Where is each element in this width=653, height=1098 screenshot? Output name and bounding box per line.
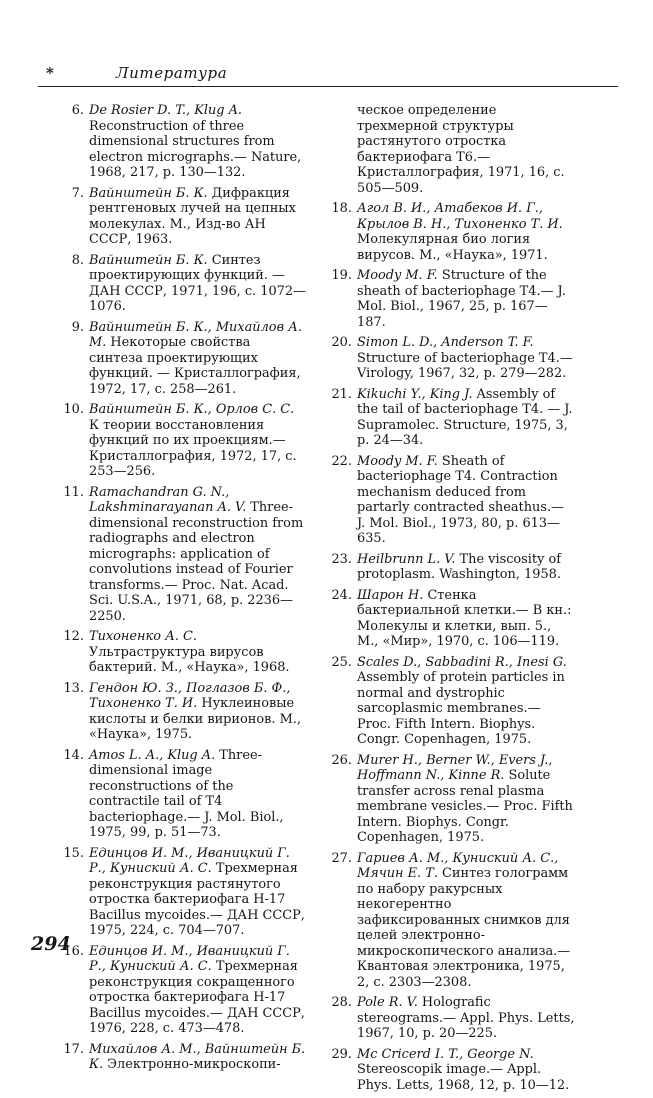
reference-authors: Гендон Ю. З., Поглазов Б. Ф., Тихоненко Т. И.	[89, 680, 291, 711]
reference-number: 13.	[63, 680, 84, 696]
reference-entry	[326, 201, 576, 263]
reference-entry	[58, 253, 308, 315]
reference-text: К теории восстановления функций по их проекциям.— Кристаллография, 1972, 17, с. 253—256.	[89, 417, 297, 479]
reference-entry	[58, 320, 308, 398]
header-rule	[38, 86, 618, 87]
reference-number: 23.	[331, 551, 352, 567]
reference-text: Structure of the sheath of bacteriophage T4.— J. Mol. Biol., 1967, 25, p. 167—187.	[357, 268, 566, 330]
reference-authors: Mc Cricerd I. T., George N.	[357, 1046, 534, 1062]
reference-text: The viscosity of protoplasm. Washington, 1958.	[357, 551, 562, 582]
reference-authors: Kikuchi Y., King J.	[357, 386, 473, 402]
reference-authors: Вайнштейн Б. К., Михайлов А. М.	[89, 319, 303, 350]
reference-entry	[58, 681, 308, 743]
reference-text: Синтез голограмм по набору ракурсных некогерентно зафиксированных снимков для целей электронно-микроскопического анализа.— Квантовая электроника, 1975, 2, с. 2303—2308.	[357, 866, 571, 990]
reference-number: 12.	[63, 629, 84, 644]
reference-number: 17.	[63, 1041, 84, 1057]
reference-authors: Вайнштейн Б. К., Орлов С. С.	[89, 402, 295, 417]
reference-number: 18.	[331, 201, 352, 216]
reference-text: Stereoscopik image.— Appl. Phys. Letts, 1968, 12, p. 10—12.	[357, 1062, 570, 1093]
reference-entry	[326, 552, 576, 583]
reference-entry	[58, 1042, 308, 1073]
reference-entry	[326, 454, 576, 547]
reference-text: Assembly of the tail of bacteriophage T4. — J. Supramolec. Structure, 1975, 3, p. 24—34.	[357, 386, 573, 448]
reference-number: 29.	[331, 1046, 352, 1062]
reference-number: 11.	[63, 484, 84, 500]
reference-number: 20.	[331, 335, 352, 350]
reference-number: 19.	[331, 268, 352, 283]
page-number: 294	[31, 933, 71, 955]
reference-text: Синтез проектирующих функций. — ДАН СССР, 1971, 196, с. 1072—1076.	[89, 252, 306, 314]
reference-text: Solute transfer across renal plasma membrane vesicles.— Proc. Fifth Intern. Biophys. Congr. Copenhagen, 1975.	[357, 768, 573, 845]
reference-entry	[58, 944, 308, 1037]
reference-entry	[326, 851, 576, 991]
reference-entry	[326, 588, 576, 650]
reference-text: Assembly of protein particles in normal and dystrophic sarcoplasmic membranes.— Proc. Fifth Intern. Biophys. Congr. Copenhagen, 1975.	[357, 670, 565, 747]
reference-number: 27.	[331, 850, 352, 866]
reference-number: 24.	[331, 587, 352, 603]
reference-number: 8.	[71, 252, 84, 268]
reference-text: Трехмерная реконструкция растянутого отростка бактериофага Н-17 Bacillus mycoides.— ДАН СССР, 1975, 224, с. 704—707.	[89, 861, 305, 938]
left-column	[58, 103, 308, 1078]
reference-entry	[58, 629, 308, 676]
reference-authors: Агол В. И., Атабеков И. Г., Крылов В. Н., Тихоненко Т. И.	[357, 201, 563, 232]
reference-text: Three-dimensional reconstruction from radiographs and electron micrographs: application of convolutions instead of Fourier transforms.— Proc. Nat. Acad. Sci. U.S.A., 1971, 68, p. 2236—2250.	[89, 500, 304, 624]
reference-entry	[326, 1047, 576, 1094]
reference-text: Нуклеиновые кислоты и белки вирионов. М., «Наука», 1975.	[89, 696, 301, 742]
reference-text: Трехмерная реконструкция сокращенного отростка бактериофага Н-17 Bacillus mycoides.— ДАН СССР, 1976, 228, с. 473—478.	[89, 959, 305, 1036]
reference-number: 22.	[331, 453, 352, 469]
reference-authors: Moody M. F.	[357, 268, 438, 283]
reference-text: Structure of bacteriophage T4.— Virology, 1967, 32, p. 279—282.	[357, 350, 573, 381]
reference-number: 26.	[331, 752, 352, 768]
reference-authors: Pole R. V.	[357, 995, 418, 1010]
reference-entry	[326, 268, 576, 330]
reference-entry	[58, 485, 308, 625]
header-marker: *	[46, 64, 54, 82]
reference-text: Reconstruction of three dimensional structures from electron micrographs.— Nature, 1968, 217, p. 130—132.	[89, 118, 302, 180]
reference-text: Three-dimensional image reconstructions of the contractile tail of T4 bacteriophage.— J. Mol. Biol., 1975, 99, p. 51—73.	[89, 747, 284, 840]
reference-number: 10.	[63, 402, 84, 417]
reference-number: 15.	[63, 845, 84, 861]
page-header	[38, 64, 618, 86]
reference-number: 25.	[331, 654, 352, 670]
reference-number: 14.	[63, 747, 84, 763]
reference-entry	[58, 103, 308, 181]
reference-number: 6.	[71, 103, 84, 118]
reference-authors: Единцов И. М., Иваницкий Г. Р., Куниский А. С.	[89, 845, 290, 876]
reference-text: Электронно-микроскопи-	[103, 1057, 281, 1072]
reference-authors: Moody M. F.	[357, 453, 438, 469]
reference-number: 28.	[331, 995, 352, 1010]
reference-authors: Тихоненко А. С.	[89, 629, 198, 644]
reference-entry	[58, 186, 308, 248]
reference-authors: Murer H., Berner W., Evers J., Hoffmann N., Kinne R.	[357, 752, 553, 783]
reference-number: 7.	[71, 185, 84, 201]
reference-authors: Шарон Н.	[357, 587, 424, 603]
reference-entry	[58, 846, 308, 939]
reference-authors: Единцов И. М., Иваницкий Г. Р., Куниский А. С.	[89, 943, 290, 974]
reference-entry	[326, 335, 576, 382]
right-column	[326, 103, 576, 1098]
reference-entry	[326, 995, 576, 1042]
reference-authors: Вайнштейн Б. К.	[89, 252, 208, 268]
reference-entry	[58, 402, 308, 480]
reference-authors: Вайнштейн Б. К.	[89, 185, 208, 201]
reference-authors: Михайлов А. М., Вайнштейн Б. К.	[89, 1041, 306, 1072]
reference-text: ческое определение трехмерной структуры растянутого отростка бактериофага Т6.— Кристаллография, 1971, 16, с. 505—509.	[357, 103, 565, 196]
reference-number: 16.	[63, 943, 84, 959]
reference-continuation	[326, 103, 576, 196]
reference-text: Ультраструктура вирусов бактерий. М., «Наука», 1968.	[89, 644, 290, 675]
reference-authors: Scales D., Sabbadini R., Inesi G.	[357, 654, 567, 670]
reference-text: Некоторые свойства синтеза проектирующих функций. — Кристаллография, 1972, 17, с. 258—261.	[89, 335, 301, 397]
reference-number: 9.	[71, 319, 84, 335]
reference-authors: Amos L. A., Klug A.	[89, 747, 216, 763]
reference-text: Дифракция рентгеновых лучей на цепных молекулах. М., Изд-во АН СССР, 1963.	[89, 185, 296, 247]
reference-authors: Simon L. D., Anderson T. F.	[357, 335, 534, 350]
reference-text: Holografic stereograms.— Appl. Phys. Letts, 1967, 10, p. 20—225.	[357, 995, 575, 1041]
reference-entry	[58, 748, 308, 841]
reference-authors: Ramachandran G. N., Lakshminarayanan A. V.	[89, 484, 247, 515]
reference-authors: Heilbrunn L. V.	[357, 551, 456, 567]
reference-entry	[326, 387, 576, 449]
reference-authors: Гариев А. М., Куниский А. С., Мячин Е. Т.	[357, 850, 559, 881]
reference-entry	[326, 753, 576, 846]
reference-text: Молекулярная био логия вирусов. М., «Наука», 1971.	[357, 232, 548, 263]
reference-authors: De Rosier D. T., Klug A.	[89, 103, 243, 118]
reference-entry	[326, 655, 576, 748]
reference-text: Стенка бактериальной клетки.— В кн.: Молекулы и клетки, вып. 5., М., «Мир», 1970, с. 106—119.	[357, 587, 572, 649]
running-title: Литература	[116, 64, 228, 82]
reference-text: Sheath of bacteriophage T4. Contraction mechanism deduced from partarly contracted sheathus.— J. Mol. Biol., 1973, 80, p. 613—635.	[357, 453, 564, 546]
reference-number: 21.	[331, 386, 352, 402]
